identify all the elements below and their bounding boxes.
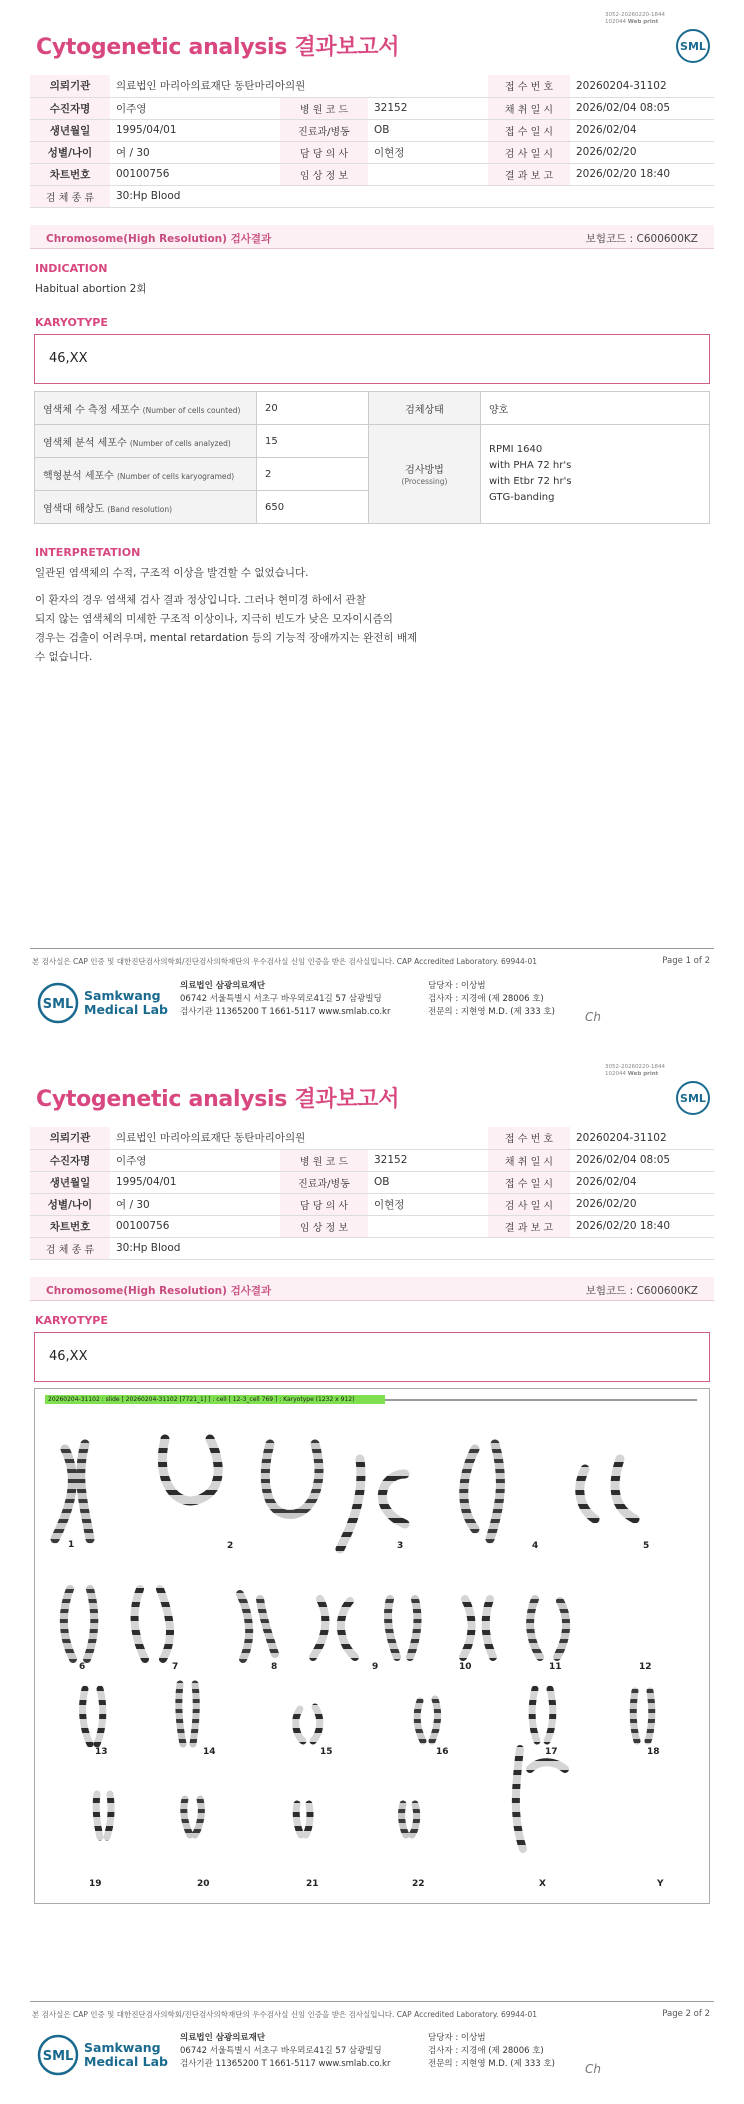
label-institution: 의뢰기관 <box>30 1127 110 1149</box>
report-title: Cytogenetic analysis 결과보고서 <box>36 1087 400 1112</box>
indication-heading: INDICATION <box>35 262 108 275</box>
chromosome-label: 13 <box>95 1747 108 1757</box>
label-test-date: 검 사 일 시 <box>488 1193 570 1215</box>
label-specimen: 검 체 종 류 <box>30 185 110 207</box>
chromosome-label: 2 <box>227 1541 234 1551</box>
label-doctor: 담 당 의 사 <box>280 1193 368 1215</box>
label-band-resolution: 염색대 해상도 (Band resolution) <box>35 491 257 524</box>
brand-name: Samkwang Medical Lab <box>84 988 168 1017</box>
value-sex-age: 여 / 30 <box>110 1193 280 1215</box>
chromosome-label: 20 <box>197 1879 210 1889</box>
value-sex-age: 여 / 30 <box>110 141 280 163</box>
value-specimen-status: 양호 <box>481 392 710 425</box>
karyotype-heading: KARYOTYPE <box>35 1314 108 1327</box>
interpretation-line: 되지 않는 염색체의 미세한 구조적 이상이나, 지극히 빈도가 낮은 모자이시즘의 <box>35 613 393 625</box>
chromosome-row-3 <box>83 1684 652 1744</box>
label-report-time: 결 과 보 고 <box>488 1215 570 1237</box>
chromosome-label: 21 <box>306 1879 319 1889</box>
value-hospital-code: 32152 <box>368 97 488 119</box>
chromosome-label: 5 <box>643 1541 650 1551</box>
chromosome-label: 7 <box>172 1662 179 1672</box>
value-collect-time: 2026/02/04 08:05 <box>570 1149 714 1171</box>
chromosome-label: 16 <box>436 1747 449 1757</box>
insurance-code: 보험코드 : C600600KZ <box>585 233 698 245</box>
chromosome-row-1 <box>55 1439 635 1549</box>
lab-address: 의료법인 삼광의료재단 06742 서울특별시 서초구 바우뫼로41길 57 삼광빌딩 검사기관 11365200 T 1661-5117 www.smlab.co.kr <box>180 981 391 1017</box>
label-clinical-info: 임 상 정 보 <box>280 1215 368 1237</box>
chromosome-row-4 <box>96 1749 565 1849</box>
chromosome-label: 19 <box>89 1879 102 1889</box>
value-chart-no: 00100756 <box>110 1215 280 1237</box>
value-clinical-info <box>368 1215 488 1237</box>
chromosome-label: 18 <box>647 1747 660 1757</box>
chromosome-label: 8 <box>271 1662 278 1672</box>
label-receipt-date: 접 수 일 시 <box>488 1171 570 1193</box>
label-hospital-code: 병 원 코 드 <box>280 97 368 119</box>
value-receipt-no: 20260204-31102 <box>570 75 714 97</box>
print-code: 3052-20260220-1844 102044 Web print <box>605 1064 665 1077</box>
chromosome-label: 9 <box>372 1662 379 1672</box>
chromosome-label: 10 <box>459 1662 472 1672</box>
footer-divider <box>30 2001 714 2002</box>
chromosome-label: 11 <box>549 1662 562 1672</box>
label-doctor: 담 당 의 사 <box>280 141 368 163</box>
value-receipt-date: 2026/02/04 <box>570 119 714 141</box>
label-clinical-info: 임 상 정 보 <box>280 163 368 185</box>
value-cells-karyogramed: 2 <box>257 458 369 491</box>
value-specimen: 30:Hp Blood <box>110 185 714 207</box>
label-receipt-no: 접 수 번 호 <box>488 75 570 97</box>
label-cells-counted: 염색체 수 측정 세포수 (Number of cells counted) <box>35 392 257 425</box>
chromosome-label: 3 <box>397 1541 404 1551</box>
samkwang-logo-icon <box>36 2033 80 2077</box>
patient-info-table <box>30 75 714 208</box>
value-test-date: 2026/02/20 <box>570 141 714 163</box>
signature: Ch <box>585 2062 601 2076</box>
interpretation-body <box>35 564 695 667</box>
label-hospital-code: 병 원 코 드 <box>280 1149 368 1171</box>
label-test-date: 검 사 일 시 <box>488 141 570 163</box>
chromosome-label: X <box>539 1879 546 1889</box>
value-doctor: 이현정 <box>368 141 488 163</box>
value-cells-analyzed: 15 <box>257 425 369 458</box>
label-method: 검사방법 (Processing) <box>369 425 481 524</box>
value-method: RPMI 1640 with PHA 72 hr's with Etbr 72 hr's GTG-banding <box>481 425 710 524</box>
page-number: Page 2 of 2 <box>662 2009 710 2019</box>
image-caption: 20260204-31102 : slide [ 20260204-31102 [7721_1] ] : cell [ 12-3_cell 769 ] : Karyotype (1232 x 912) <box>45 1395 385 1404</box>
label-specimen-status: 검체상태 <box>369 392 481 425</box>
label-dept: 진료과/병동 <box>280 1171 368 1193</box>
value-patient-name: 이주영 <box>110 1149 280 1171</box>
label-collect-time: 채 취 일 시 <box>488 1149 570 1171</box>
value-test-date: 2026/02/20 <box>570 1193 714 1215</box>
value-birth: 1995/04/01 <box>110 119 280 141</box>
cell-count-table <box>34 391 710 524</box>
signature: Ch <box>585 1010 601 1024</box>
karyotype-heading: KARYOTYPE <box>35 316 108 329</box>
value-chart-no: 00100756 <box>110 163 280 185</box>
svg-text:SML: SML <box>42 997 74 1012</box>
section-bar <box>30 1277 714 1301</box>
label-receipt-date: 접 수 일 시 <box>488 119 570 141</box>
label-receipt-no: 접 수 번 호 <box>488 1127 570 1149</box>
patient-info-table <box>30 1127 714 1260</box>
page-number: Page 1 of 2 <box>662 956 710 966</box>
label-birth: 생년월일 <box>30 119 110 141</box>
chromosome-label: 22 <box>412 1879 425 1889</box>
section-bar <box>30 225 714 249</box>
label-specimen: 검 체 종 류 <box>30 1237 110 1259</box>
chromosome-label: Y <box>657 1879 664 1889</box>
svg-text:SML: SML <box>680 40 706 53</box>
chromosome-drawings <box>35 1389 711 1905</box>
label-dept: 진료과/병동 <box>280 119 368 141</box>
brand-name: Samkwang Medical Lab <box>84 2040 168 2069</box>
label-institution: 의뢰기관 <box>30 75 110 97</box>
karyotype-box <box>34 334 710 384</box>
karyotype-value: 46,XX <box>49 1349 88 1364</box>
label-chart-no: 차트번호 <box>30 163 110 185</box>
karyotype-value: 46,XX <box>49 351 88 366</box>
label-chart-no: 차트번호 <box>30 1215 110 1237</box>
label-sex-age: 성별/나이 <box>30 1193 110 1215</box>
sml-logo-icon <box>675 1080 711 1116</box>
label-cells-analyzed: 염색체 분석 세포수 (Number of cells analyzed) <box>35 425 257 458</box>
chromosome-row-2 <box>64 1589 566 1659</box>
value-institution: 의료법인 마리아의료재단 동탄마리아의원 <box>110 75 488 97</box>
footer-divider <box>30 948 714 949</box>
footer-note: 본 검사실은 CAP 인증 및 대한진단검사의학회/진단검사의학재단의 우수검사실 신임 인증을 받은 검사실입니다. CAP Accredited Laboratory. 69944-01 <box>32 957 538 966</box>
lab-staff: 담당자 : 이상범 검사자 : 지경애 (제 28006 호) 전문의 : 지현영 M.D. (제 333 호) <box>428 981 555 1017</box>
interpretation-line: 수 없습니다. <box>35 651 93 663</box>
interpretation-line: 이 환자의 경우 염색체 검사 결과 정상입니다. 그러나 현미경 하에서 관찰 <box>35 594 366 606</box>
footer-note: 본 검사실은 CAP 인증 및 대한진단검사의학회/진단검사의학재단의 우수검사실 신임 인증을 받은 검사실입니다. CAP Accredited Laboratory. 69944-01 <box>32 2010 538 2019</box>
label-patient-name: 수진자명 <box>30 1149 110 1171</box>
value-report-time: 2026/02/20 18:40 <box>570 163 714 185</box>
section-name: Chromosome(High Resolution) 검사결과 <box>46 233 272 245</box>
value-clinical-info <box>368 163 488 185</box>
chromosome-label: 14 <box>203 1747 216 1757</box>
label-sex-age: 성별/나이 <box>30 141 110 163</box>
value-doctor: 이현정 <box>368 1193 488 1215</box>
value-dept: OB <box>368 119 488 141</box>
value-collect-time: 2026/02/04 08:05 <box>570 97 714 119</box>
section-name: Chromosome(High Resolution) 검사결과 <box>46 1285 272 1297</box>
interpretation-line: 일관된 염색체의 수적, 구조적 이상을 발견할 수 없었습니다. <box>35 567 309 579</box>
karyogram-image <box>34 1388 710 1904</box>
interpretation-heading: INTERPRETATION <box>35 546 141 559</box>
label-birth: 생년월일 <box>30 1171 110 1193</box>
value-receipt-no: 20260204-31102 <box>570 1127 714 1149</box>
value-band-resolution: 650 <box>257 491 369 524</box>
indication-text: Habitual abortion 2회 <box>35 283 147 295</box>
lab-address: 의료법인 삼광의료재단 06742 서울특별시 서초구 바우뫼로41길 57 삼광빌딩 검사기관 11365200 T 1661-5117 www.smlab.co.kr <box>180 2033 391 2069</box>
report-title: Cytogenetic analysis 결과보고서 <box>36 35 400 60</box>
value-birth: 1995/04/01 <box>110 1171 280 1193</box>
label-collect-time: 채 취 일 시 <box>488 97 570 119</box>
value-institution: 의료법인 마리아의료재단 동탄마리아의원 <box>110 1127 488 1149</box>
value-hospital-code: 32152 <box>368 1149 488 1171</box>
print-code: 3052-20260220-1844 102044 Web print <box>605 12 665 25</box>
value-cells-counted: 20 <box>257 392 369 425</box>
chromosome-label: 15 <box>320 1747 333 1757</box>
insurance-code: 보험코드 : C600600KZ <box>585 1285 698 1297</box>
interpretation-line: 경우는 검출이 어려우며, mental retardation 등의 기능적 장애까지는 완전히 배제 <box>35 632 418 644</box>
label-report-time: 결 과 보 고 <box>488 163 570 185</box>
svg-text:SML: SML <box>680 1092 706 1105</box>
sml-logo-icon <box>675 28 711 64</box>
label-cells-karyogramed: 핵형분석 세포수 (Number of cells karyogramed) <box>35 458 257 491</box>
chromosome-label: 12 <box>639 1662 652 1672</box>
chromosome-label: 17 <box>545 1747 558 1757</box>
value-dept: OB <box>368 1171 488 1193</box>
value-patient-name: 이주영 <box>110 97 280 119</box>
chromosome-label: 4 <box>532 1541 539 1551</box>
value-report-time: 2026/02/20 18:40 <box>570 1215 714 1237</box>
svg-text:SML: SML <box>42 2049 74 2064</box>
samkwang-logo-icon <box>36 981 80 1025</box>
chromosome-label: 6 <box>79 1662 86 1672</box>
value-receipt-date: 2026/02/04 <box>570 1171 714 1193</box>
value-specimen: 30:Hp Blood <box>110 1237 714 1259</box>
chromosome-label: 1 <box>68 1540 75 1550</box>
label-patient-name: 수진자명 <box>30 97 110 119</box>
lab-staff: 담당자 : 이상범 검사자 : 지경애 (제 28006 호) 전문의 : 지현영 M.D. (제 333 호) <box>428 2033 555 2069</box>
karyotype-box <box>34 1332 710 1382</box>
